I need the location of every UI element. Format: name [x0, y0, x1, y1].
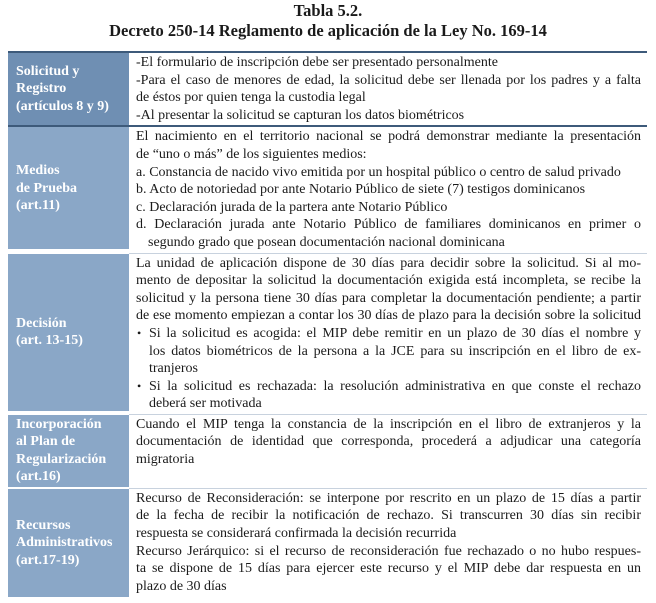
content-line: los datos biométricos de la persona a la JCE para su inscripción en el libro de ex-	[149, 343, 641, 359]
bullet-item	[136, 325, 641, 378]
row-label-line: de Prueba	[16, 180, 78, 196]
content-line: Si la solicitud es acogida: el MIP debe remitir en un plazo de 30 días el nombre y	[149, 325, 641, 341]
content-line: segundo grado que posean documentación nacional dominicana	[148, 234, 505, 250]
content-line: d. Declaración jurada ante Notario Público de familiares dominicanos en primer o	[136, 217, 641, 233]
row-label-line: (art.11)	[16, 198, 60, 214]
row-label	[8, 53, 129, 125]
table-row-solicitud	[8, 53, 647, 127]
content-line: de ese momento empiezan a contar los 30 días de plazo para la decisión sobre la solicitud	[136, 308, 641, 324]
row-label-line: Administrativos	[16, 535, 113, 551]
table-number: Tabla 5.2.	[293, 1, 363, 20]
table-title: Decreto 250-14 Reglamento de aplicación de la Ley No. 169-14	[109, 21, 547, 40]
content-line: mento de depositar la solicitud la documentación exigida está incompleta, se recibe la	[136, 273, 641, 289]
row-content	[129, 53, 647, 125]
content-line: de la fecha de recibir la notificación de rechazo. Si transcurren 30 días sin recibir	[136, 508, 641, 524]
row-label-line: Solicitud y	[16, 63, 80, 79]
content-line: plazo de 30 días	[136, 578, 227, 594]
content-line: Si la solicitud es rechazada: la resolución administrativa en que conste el rechazo	[149, 378, 641, 394]
content-line: solicitud y la persona tiene 30 días para completar la documentación pendiente; a partir	[136, 290, 641, 306]
content-line: de éstos por quien tenga la custodia legal	[136, 90, 366, 106]
row-label-line: (artículos 8 y 9)	[16, 98, 109, 114]
row-label-line: Decisión	[16, 315, 67, 331]
row-label-line: (art. 13-15)	[16, 333, 83, 349]
content-line: tranjeros	[149, 361, 198, 377]
table-row-recursos	[8, 489, 647, 597]
row-label	[8, 127, 129, 251]
table-row-medios-de-prueba	[8, 127, 647, 253]
content-line: ta se dispone de 15 días para ejercer este recurso y el MIP debe dar respuesta en un	[136, 561, 641, 577]
row-label-line: Regularización	[16, 451, 107, 467]
content-line: b. Acto de notoriedad por ante Notario Público de siete (7) testigos dominicanos	[136, 182, 586, 198]
content-line: documentación de identidad que corresponda, procederá a adjudicar una categoría	[136, 434, 641, 450]
row-content	[129, 127, 647, 253]
row-content	[129, 254, 647, 415]
bullet-item	[136, 378, 641, 413]
content-line: migratoria	[136, 452, 195, 468]
row-label-line: (art.16)	[16, 469, 61, 485]
bullet-icon: •	[137, 325, 142, 340]
row-label-line: Incorporación	[16, 416, 102, 432]
table-row-incorporacion	[8, 415, 647, 489]
row-label-line: Medios	[16, 163, 60, 179]
content-line: Cuando el MIP tenga la constancia de la inscripción en el libro de extranjeros y la	[136, 416, 641, 432]
row-label-line: Registro	[16, 81, 67, 97]
content-line: de “uno o más” de los siguientes medios:	[136, 146, 367, 162]
row-label-line: Recursos	[16, 517, 71, 533]
row-label-line: (art.17-19)	[16, 552, 80, 568]
content-line: respuesta se considerará confirmada la decisión recurrida	[136, 526, 457, 542]
content-line: c. Declaración jurada de la partera ante Notario Público	[136, 199, 448, 215]
content-line: a. Constancia de nacido vivo emitida por un hospital público o centro de salud privado	[136, 164, 621, 180]
decree-table	[8, 51, 647, 597]
content-line: -Para el caso de menores de edad, la solicitud debe ser llenada por los padres y a falta	[136, 72, 641, 88]
table-row-decision	[8, 254, 647, 415]
row-label	[8, 254, 129, 413]
content-line: El nacimiento en el territorio nacional se podrá demonstrar mediante la presentación	[136, 129, 641, 145]
bullet-icon: •	[137, 378, 142, 393]
row-content	[129, 489, 647, 597]
content-line: Recurso de Reconsideración: se interpone por rescrito en un plazo de 15 días a partir	[136, 490, 641, 506]
content-line: Recurso Jerárquico: si el recurso de reconsideración fue rechazado o no hubo respues-	[136, 543, 641, 559]
content-line: deberá ser motivada	[149, 396, 262, 412]
content-line: -Al presentar la solicitud se capturan los datos biométricos	[136, 107, 465, 123]
row-content	[129, 415, 647, 489]
content-line: -El formulario de inscripción debe ser presentado personalmente	[136, 55, 498, 70]
row-label	[8, 489, 129, 597]
content-line: La unidad de aplicación dispone de 30 días para decidir sobre la solicitud. Si al mo-	[136, 255, 641, 271]
row-label-line: al Plan de	[16, 434, 76, 450]
row-label	[8, 415, 129, 489]
